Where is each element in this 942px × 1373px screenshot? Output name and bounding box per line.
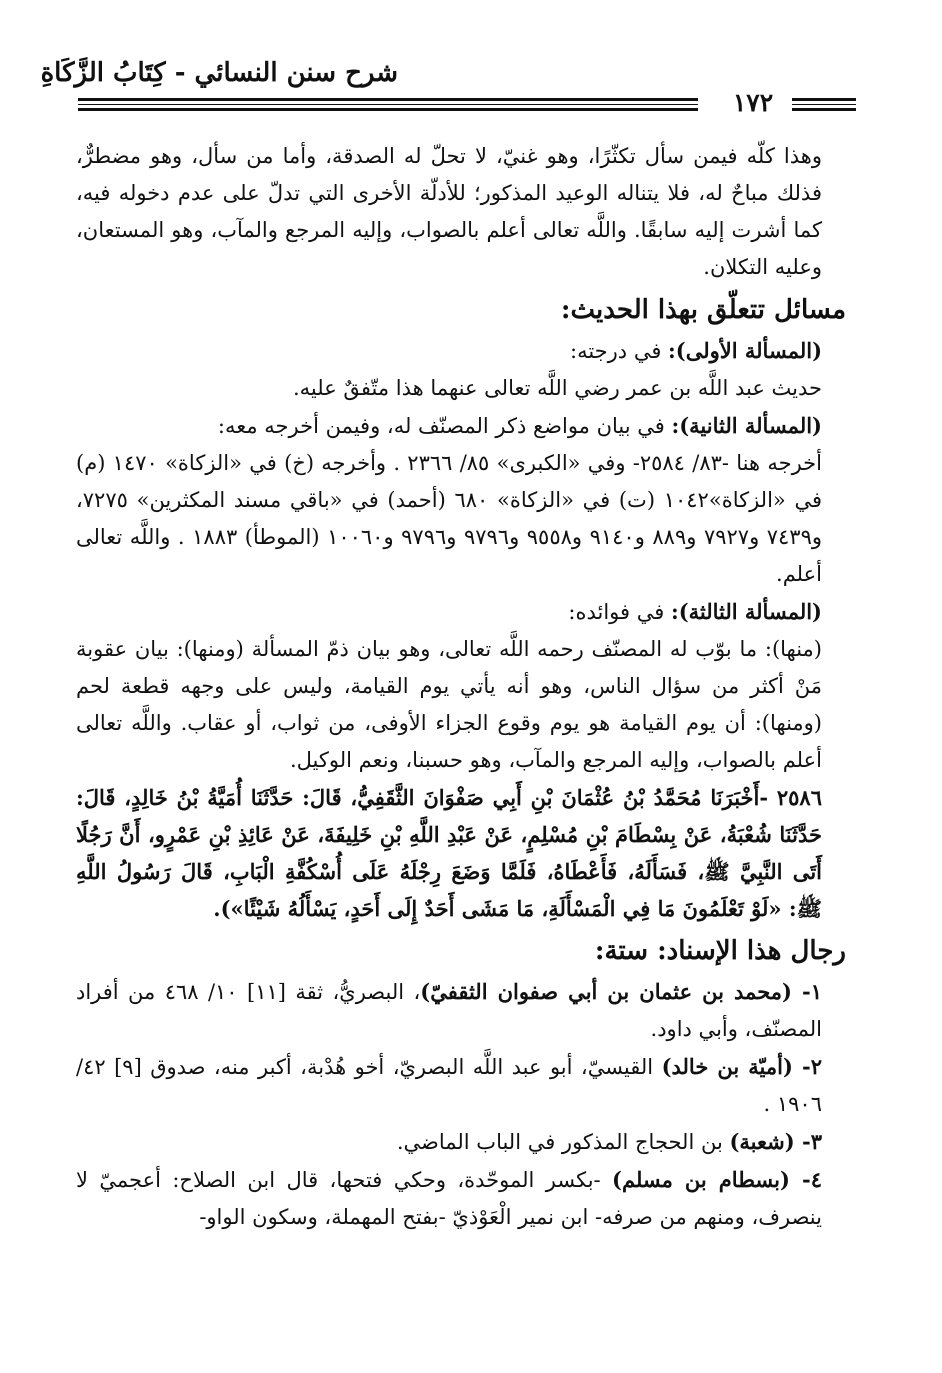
commentary-paragraph: وهذا كلّه فيمن سأل تكثّرًا، وهو غنيّ، لا تحلّ له الصدقة، وأما من سأل، وهو مضطرٌّ، فذلك مباحٌ له، فلا يتناله الوعيد المذكور؛ للأدلّة الأخرى التي تدلّ على عدم دخوله فيه، كما أشرت إليه سابقًا. واللَّه تعالى أعلم بالصواب، وإليه المرجع والمآب، وهو المستعان، وعليه التكلان.: [76, 144, 822, 279]
narrator-entry: [76, 973, 846, 1048]
issue-title: في بيان مواضع ذكر المصنّف له، وفيمن أخرجه معه:: [217, 414, 672, 438]
header-rule: [792, 108, 856, 111]
hadith-text: ٢٥٨٦ -أَخْبَرَنَا مُحَمَّدُ بْنُ عُثْمَانَ بْنِ أَبِي صَفْوَانَ الثَّقَفِيُّ، قَالَ: حَدَّثَنَا أُمَيَّةُ بْنُ خَالِدٍ، قَالَ: حَدَّثَنَا شُعْبَةُ، عَنْ بِسْطَامَ بْنِ مُسْلِمٍ، عَنْ عَبْدِ اللَّهِ بْنِ خَلِيفَةَ، عَنْ عَائِذِ بْنِ عَمْرٍو، أَنَّ رَجُلًا أَتَى النَّبِيَّ ﷺ، فَسَأَلَهُ، فَأَعْطَاهُ، فَلَمَّا وَضَعَ رِجْلَهُ عَلَى أُسْكُفَّةِ الْبَابِ، قَالَ رَسُولُ اللَّهِ ﷺ: «لَوْ تَعْلَمُونَ مَا فِي الْمَسْأَلَةِ، مَا مَشَى أَحَدٌ إِلَى أَحَدٍ، يَسْأَلُهُ شَيْئًا»).: [76, 785, 822, 921]
narrator-entry: [76, 1161, 846, 1236]
narrator-name: ٤- (بسطام بن مسلم): [612, 1167, 822, 1192]
issue-one-body: حديث عبد اللَّه بن عمر رضي اللَّه تعالى عنهما هذا متّفقٌ عليه.: [292, 376, 822, 400]
narrator-name: ٣- (شعبة): [729, 1129, 822, 1154]
issue-label: (المسألة الثالثة):: [670, 599, 822, 624]
narrator-details: ، البصريُّ، ثقة [١١] ١٠/ ٤٦٨ من أفراد المصنّف، وأبي داود.: [76, 980, 822, 1041]
narrator-details: القيسيّ، أبو عبد اللَّه البصريّ، أخو هُدْبة، أكبر منه، صدوق [٩] ٤٢/ ١٩٠٦ .: [76, 1055, 822, 1116]
issue-label: (المسألة الثانية):: [671, 413, 822, 438]
issue-two-heading: [76, 407, 846, 445]
narrator-entry: [76, 1123, 846, 1161]
narrator-entry: [76, 1048, 846, 1123]
narrator-details: -بكسر الموحّدة، وحكي فتحها، قال ابن الصلاح: أعجميّ لا ينصرف، ومنهم من صرفه- ابن نمير الْعَوْذيّ -بفتح المهملة، وسكون الواو-: [76, 1168, 822, 1229]
narrator-name: ٢- (أميّة بن خالد): [661, 1054, 822, 1079]
narrator-details: بن الحجاج المذكور في الباب الماضي.: [396, 1130, 730, 1154]
page-number: ١٧٢: [732, 88, 774, 117]
header-rule: [78, 108, 698, 111]
header-rule: [792, 104, 856, 105]
running-header-title: شرح سنن النسائي - كِتَابُ الزَّكَاةِ: [40, 58, 398, 88]
issue-three-heading: [76, 593, 846, 631]
issue-two-body: أخرجه هنا -٨٣/ ٢٥٨٤- وفي «الكبرى» ٨٥/ ٢٣٦٦ . وأخرجه (خ) في «الزكاة» ١٤٧٠ (م) في «الزكاة»١٠٤٢ (ت) في «الزكاة» ٦٨٠ (أحمد) في «باقي مسند المكثرين» ٧٢٧٥، و٧٤٣٩ و٧٩٢٧ و٨٨٩ و٩١٤٠ و٩٥٥٨ و٩٧٩٦ و٩٧٩٦ و١٠٠٦٠ (الموطأ) ١٨٨٣ . واللَّه تعالى أعلم.: [76, 451, 823, 586]
header-rule: [78, 98, 698, 101]
issue-label: (المسألة الأولى):: [668, 338, 822, 363]
issue-three-body: (منها): ما بوّب له المصنّف رحمه اللَّه تعالى، وهو بيان ذمّ المسألة (ومنها): بيان عقوبة مَنْ أكثر من سؤال الناس، وهو أنه يأتي يوم القيامة، وليس على وجهه قطعة لحم (ومنها): أن يوم القيامة هو يوم وقوع الجزاء الأوفى، من ثواب، أو عقاب. واللَّه تعالى أعلم بالصواب، وإليه المرجع والمآب، وهو حسبنا، ونعم الوكيل.: [76, 637, 822, 772]
narrator-name: ١- (محمد بن عثمان بن أبي صفوان الثقفيّ): [420, 979, 822, 1004]
section-heading: مسائل تتعلّق بهذا الحديث:: [560, 295, 846, 325]
page-body: [76, 138, 846, 1236]
issue-one-heading: [76, 332, 846, 370]
issue-title: في درجته:: [570, 339, 669, 363]
header-rule: [792, 98, 856, 101]
issue-title: في فوائده:: [568, 600, 671, 624]
header-rule: [78, 104, 698, 105]
section-heading: رجال هذا الإسناد: ستة:: [594, 936, 846, 966]
